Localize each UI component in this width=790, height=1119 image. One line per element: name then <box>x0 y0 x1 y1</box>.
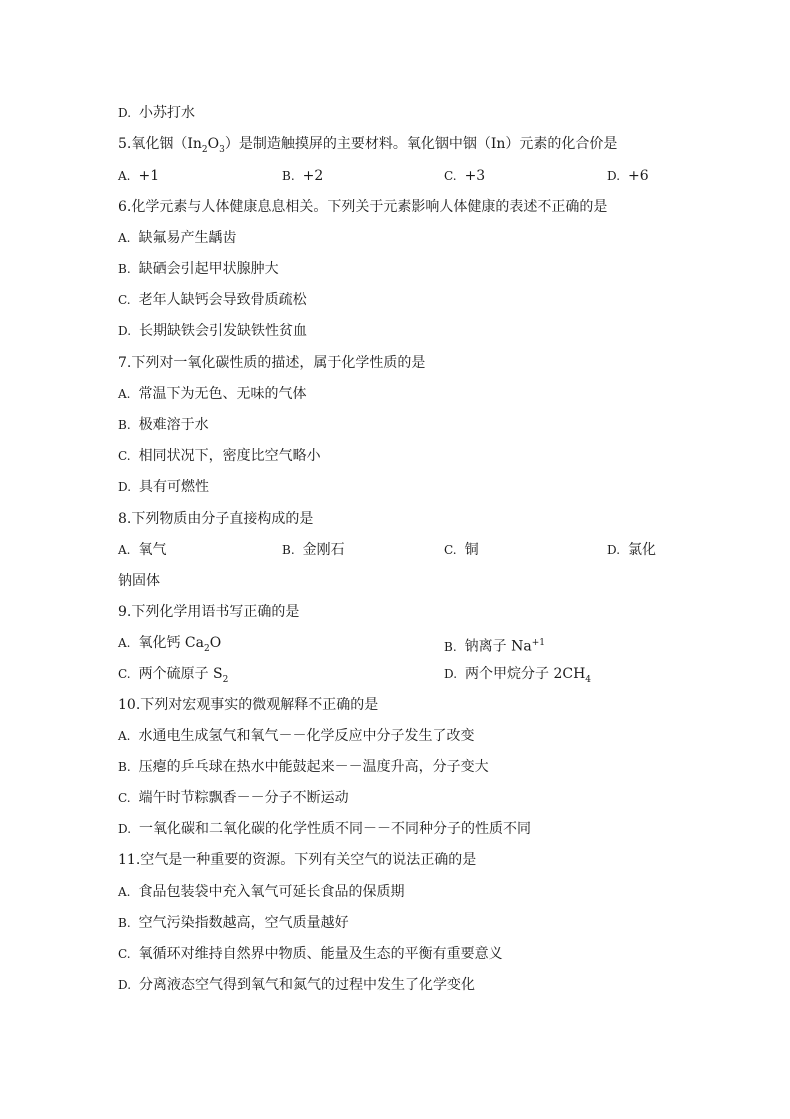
option-label: A. <box>118 169 131 183</box>
option-text: 两个甲烷分子 2CH <box>465 666 586 682</box>
q7-option-b <box>118 416 209 434</box>
option-label: B. <box>118 262 131 276</box>
q6-option-a <box>118 229 236 247</box>
q11-stem: 11.空气是一种重要的资源。下列有关空气的说法正确的是 <box>118 852 477 868</box>
option-text: 常温下为无色、无味的气体 <box>138 386 307 402</box>
option-label: C. <box>118 293 131 307</box>
option-text: 金刚石 <box>302 542 345 558</box>
option-text: +1 <box>138 168 160 184</box>
option-label: C. <box>118 449 131 463</box>
q11-option-c <box>118 945 503 963</box>
option-label: D. <box>118 106 132 120</box>
option-label: C. <box>118 791 131 805</box>
option-text: 氧气 <box>138 542 167 558</box>
option-text: 极难溶于水 <box>138 417 209 433</box>
q8-option-a <box>118 541 166 559</box>
option-label: A. <box>118 636 131 650</box>
option-label: A. <box>118 387 131 401</box>
q8-option-d <box>607 541 656 559</box>
option-label: D. <box>118 324 132 338</box>
option-text: 缺氟易产生龋齿 <box>138 230 237 246</box>
q10-option-d <box>118 820 531 838</box>
option-label: B. <box>118 418 131 432</box>
q10-option-a <box>118 727 474 745</box>
option-label: C. <box>444 543 457 557</box>
q4-option-d <box>118 104 195 122</box>
option-text: 两个硫原子 S <box>138 666 223 682</box>
q9-stem: 9.下列化学用语书写正确的是 <box>118 604 300 620</box>
option-label: D. <box>118 822 132 836</box>
option-text: 水通电生成氢气和氧气－－化学反应中分子发生了改变 <box>138 728 475 744</box>
option-text: 具有可燃性 <box>139 479 210 495</box>
option-label: A. <box>118 885 131 899</box>
q11-option-b <box>118 914 349 932</box>
option-label: D. <box>607 543 621 557</box>
q7-option-a <box>118 385 306 403</box>
q9-option-a <box>118 634 221 658</box>
option-text: 钠离子 Na <box>464 638 532 655</box>
option-label: B. <box>282 169 295 183</box>
option-text: +6 <box>628 168 649 184</box>
option-label: B. <box>282 543 295 557</box>
option-label: B. <box>444 639 457 654</box>
option-label: A. <box>118 543 131 557</box>
option-text: 相同状况下，密度比空气略小 <box>138 448 321 464</box>
q5-option-d <box>607 167 649 185</box>
q9-option-c <box>118 665 228 689</box>
option-text: 食品包装袋中充入氧气可延长食品的保质期 <box>138 884 405 900</box>
option-text: 压瘪的乒乓球在热水中能鼓起来－－温度升高，分子变大 <box>138 759 489 775</box>
option-text: 氧化钙 Ca <box>138 635 204 651</box>
q10-stem: 10.下列对宏观事实的微观解释不正确的是 <box>118 697 379 713</box>
option-text: 空气污染指数越高，空气质量越好 <box>138 915 349 931</box>
option-text: 端午时节粽飘香－－分子不断运动 <box>138 790 349 806</box>
option-label: C. <box>444 169 457 183</box>
option-text: 长期缺铁会引发缺铁性贫血 <box>139 323 308 339</box>
option-text: 铜 <box>464 542 479 558</box>
q9-option-b <box>444 634 545 656</box>
q7-option-d <box>118 478 209 496</box>
option-text: 缺硒会引起甲状腺肿大 <box>138 261 279 277</box>
option-label: C. <box>118 947 131 961</box>
option-text: +2 <box>302 168 324 184</box>
q8-option-d-wrap: 钠固体 <box>118 573 160 589</box>
q10-option-c <box>118 789 349 807</box>
q8-option-b <box>282 541 345 559</box>
subscript: 2 <box>204 643 210 654</box>
option-label: D. <box>444 667 458 681</box>
option-label: D. <box>607 169 621 183</box>
superscript: +1 <box>531 638 545 648</box>
q6-option-c <box>118 291 307 309</box>
subscript: 3 <box>219 144 225 155</box>
q8-stem: 8.下列物质由分子直接构成的是 <box>118 511 314 527</box>
q5-option-a <box>118 167 159 185</box>
q6-stem: 6.化学元素与人体健康息息相关。下列关于元素影响人体健康的表述不正确的是 <box>118 199 608 215</box>
option-label: B. <box>118 916 131 930</box>
option-label: A. <box>118 729 131 743</box>
q5-option-b <box>282 167 323 185</box>
option-text: 分离液态空气得到氧气和氮气的过程中发生了化学变化 <box>139 977 476 993</box>
subscript: 4 <box>585 674 592 685</box>
q11-option-a <box>118 883 404 901</box>
option-text: 氧循环对维持自然界中物质、能量及生态的平衡有重要意义 <box>138 946 503 962</box>
option-label: B. <box>118 760 131 774</box>
q5-option-c <box>444 167 485 185</box>
q9-option-d <box>444 665 591 689</box>
q5-stem <box>118 135 617 159</box>
q7-option-c <box>118 447 321 465</box>
q6-option-d <box>118 322 307 340</box>
q7-stem: 7.下列对一氧化碳性质的描述，属于化学性质的是 <box>118 355 426 371</box>
option-text: 一氧化碳和二氧化碳的化学性质不同－－不同种分子的性质不同 <box>139 821 532 837</box>
option-text: 老年人缺钙会导致骨质疏松 <box>138 292 307 308</box>
option-label: D. <box>118 480 132 494</box>
stem-text: ）是制造触摸屏的主要材料。氧化铟中铟（In）元素的化合价是 <box>224 136 618 152</box>
option-text: 氯化 <box>628 542 657 558</box>
stem-text: 5.氧化铟（In <box>118 136 202 152</box>
stem-text: O <box>207 136 220 152</box>
option-text: 小苏打水 <box>139 105 196 121</box>
option-label: C. <box>118 667 131 681</box>
subscript: 2 <box>201 144 208 155</box>
option-label: A. <box>118 231 131 245</box>
q11-option-d <box>118 976 475 994</box>
subscript: 2 <box>222 674 229 685</box>
q10-option-b <box>118 758 489 776</box>
q6-option-b <box>118 260 279 278</box>
q8-option-c <box>444 541 479 559</box>
option-label: D. <box>118 978 132 992</box>
option-text: +3 <box>464 168 486 184</box>
option-text: O <box>209 635 222 651</box>
